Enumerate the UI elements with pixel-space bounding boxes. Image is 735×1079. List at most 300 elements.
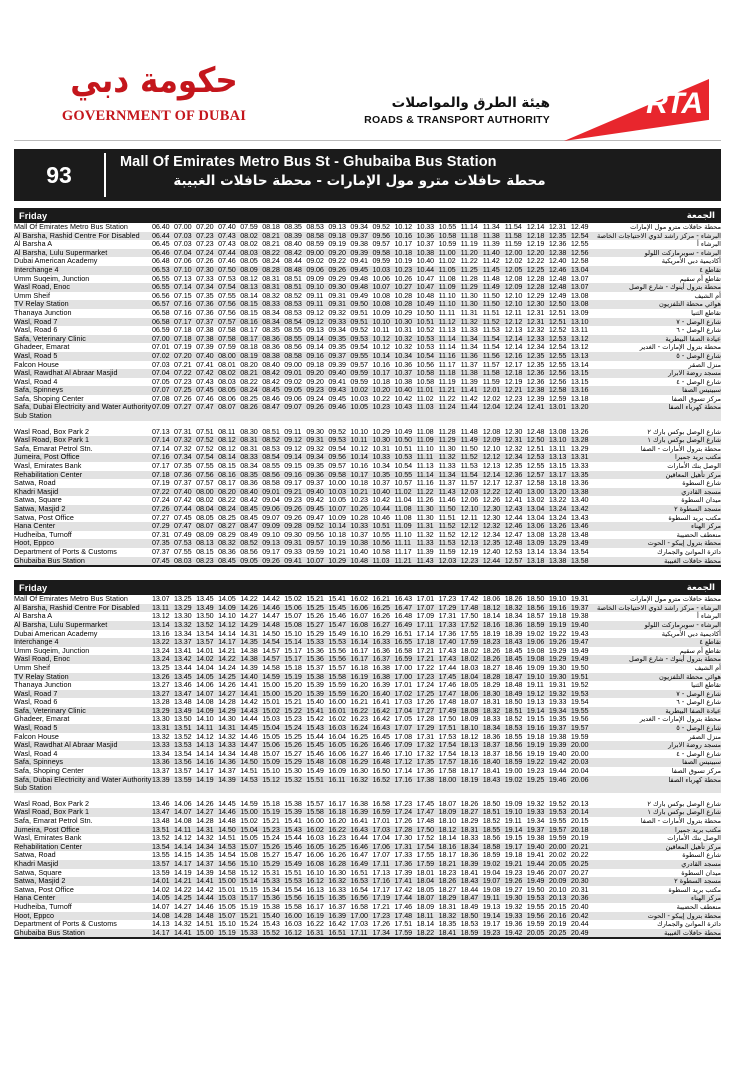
departure-time: 16.20	[350, 688, 368, 698]
departure-time: 13.33	[570, 461, 589, 471]
departure-time: 08.22	[262, 247, 280, 257]
departure-time: 18.22	[416, 927, 435, 937]
departure-time: 15.08	[284, 619, 302, 629]
departure-time: 17.41	[394, 876, 413, 886]
departure-time: 16.20	[328, 816, 346, 825]
departure-time: 14.22	[240, 594, 258, 604]
departure-time: 17.59	[460, 637, 479, 647]
departure-time: 10.17	[372, 368, 390, 378]
departure-time: 13.11	[152, 602, 169, 612]
departure-time: 14.56	[218, 858, 236, 868]
departure-time: 08.29	[218, 529, 236, 539]
stop-name-arabic: شارع الوصل - ٦	[676, 326, 721, 335]
departure-time: 12.30	[526, 299, 545, 309]
stop-name-arabic: محطة بترول أينوك - شارع الوصل	[628, 283, 721, 292]
departure-time: 19.53	[526, 893, 545, 903]
departure-time: 11.52	[460, 452, 478, 462]
departure-time: 14.07	[196, 688, 214, 698]
departure-time: 14.53	[218, 841, 236, 851]
departure-time: 15.40	[262, 910, 280, 920]
departure-time: 16.51	[350, 867, 368, 877]
stop-name-english: Safa, Veterinary Clinic	[14, 333, 86, 343]
departure-time: 16.00	[284, 910, 302, 920]
departure-time: 15.04	[262, 723, 280, 733]
departure-time: 08.22	[218, 495, 236, 505]
departure-time: 07.23	[174, 376, 192, 386]
departure-time: 12.20	[526, 247, 545, 257]
stop-name-english: Hana Center	[14, 521, 56, 531]
departure-time: 12.48	[548, 273, 567, 283]
departure-time: 14.06	[174, 798, 192, 808]
departure-time: 18.23	[482, 637, 501, 647]
departure-time: 12.03	[438, 555, 457, 565]
stop-name-english: Wasl, Road 6	[14, 325, 58, 335]
departure-time: 20.09	[548, 876, 567, 886]
departure-time: 14.17	[218, 637, 236, 647]
departure-time: 18.47	[460, 893, 479, 903]
stop-name-arabic: سبينيس الصفا	[682, 758, 721, 767]
stop-name-arabic: محطة حافلات الغبيبة	[664, 556, 721, 565]
departure-time: 08.35	[240, 469, 258, 479]
departure-time: 17.23	[394, 798, 413, 808]
departure-time: 16.25	[372, 602, 390, 612]
departure-time: 15.07	[240, 841, 258, 851]
departure-time: 07.55	[218, 290, 236, 300]
departure-time: 20.13	[570, 798, 589, 808]
departure-time: 07.56	[218, 307, 236, 317]
departure-time: 07.34	[196, 282, 214, 292]
stop-name-arabic: محطة بترول إيبكو - الحوت	[647, 539, 721, 548]
departure-time: 19.40	[548, 748, 567, 758]
departure-time: 19.44	[526, 858, 545, 868]
departure-time: 10.16	[350, 461, 368, 471]
departure-time: 11.30	[416, 504, 434, 513]
departure-time: 09.13	[262, 538, 280, 548]
departure-time: 10.19	[394, 256, 413, 266]
departure-time: 17.01	[394, 680, 413, 690]
departure-time: 14.15	[174, 850, 192, 860]
departure-time: 14.45	[218, 798, 236, 808]
departure-time: 09.23	[306, 385, 324, 395]
departure-time: 14.10	[196, 714, 214, 724]
departure-time: 12.41	[504, 495, 523, 505]
departure-time: 18.43	[504, 637, 523, 647]
departure-time: 09.35	[328, 333, 346, 343]
stop-name-arabic: مكتب بريد جميرا	[675, 825, 721, 834]
departure-time: 18.34	[504, 611, 523, 621]
departure-time: 10.46	[372, 512, 390, 522]
departure-time: 19.12	[526, 688, 545, 698]
departure-time: 11.32	[460, 316, 478, 326]
departure-time: 13.08	[570, 299, 589, 309]
departure-time: 18.59	[460, 927, 479, 937]
departure-time: 14.59	[240, 798, 258, 808]
departure-time: 08.14	[218, 452, 236, 462]
stop-name-arabic: شارع الوصل - ٧	[676, 317, 721, 326]
departure-time: 17.05	[394, 714, 413, 724]
departure-time: 08.13	[240, 282, 258, 292]
departure-time: 13.56	[174, 757, 192, 767]
departure-time: 08.20	[218, 486, 236, 496]
departure-time: 13.16	[152, 628, 170, 638]
departure-time: 10.08	[372, 299, 390, 309]
departure-time: 13.25	[152, 662, 170, 672]
departure-time: 15.02	[240, 816, 258, 825]
departure-time: 18.44	[460, 884, 479, 894]
departure-time: 20.25	[548, 927, 567, 937]
departure-time: 07.14	[174, 282, 192, 292]
departure-time: 17.38	[416, 774, 435, 784]
departure-time: 17.33	[394, 850, 413, 860]
departure-time: 14.57	[262, 645, 280, 655]
timetables-container	[0, 208, 735, 939]
departure-time: 18.07	[438, 798, 457, 808]
departure-time: 17.28	[416, 714, 435, 724]
departure-time: 18.27	[460, 807, 479, 817]
departure-time: 09.57	[350, 359, 368, 369]
departure-time: 17.14	[394, 766, 413, 776]
departure-time: 09.11	[284, 426, 302, 436]
departure-time: 17.14	[416, 628, 435, 638]
departure-time: 11.17	[438, 359, 456, 369]
departure-time: 07.26	[152, 504, 170, 513]
stop-name-english: Wasl Road, Enoc	[14, 654, 71, 664]
departure-time: 12.50	[548, 299, 567, 309]
departure-time: 15.53	[284, 876, 302, 886]
departure-time: 13.54	[570, 546, 589, 556]
departure-time: 15.10	[262, 766, 280, 776]
departure-time: 18.16	[460, 757, 479, 767]
departure-time: 12.14	[504, 333, 523, 343]
departure-time: 14.08	[152, 910, 170, 920]
departure-time: 15.24	[240, 919, 258, 929]
departure-time: 09.50	[350, 299, 368, 309]
departure-time: 19.02	[482, 858, 501, 868]
departure-time: 16.02	[350, 594, 368, 604]
departure-time: 10.18	[372, 376, 390, 386]
route-title-bar	[14, 149, 721, 201]
departure-time: 08.03	[218, 376, 236, 386]
departure-time: 12.40	[482, 546, 501, 556]
departure-time: 07.35	[174, 461, 192, 471]
departure-time: 15.43	[306, 723, 324, 733]
departure-time: 14.42	[240, 697, 258, 707]
departure-time: 15.59	[328, 688, 346, 698]
departure-time: 13.26	[548, 521, 567, 531]
departure-time: 17.51	[438, 723, 457, 733]
departure-time: 11.03	[372, 555, 390, 565]
stop-name-arabic: تقاطع ٤	[699, 638, 721, 647]
departure-time: 15.10	[284, 628, 302, 638]
departure-time: 19.16	[548, 602, 567, 612]
departure-time: 15.00	[262, 688, 280, 698]
departure-time: 12.21	[504, 385, 523, 395]
departure-time: 13.41	[174, 645, 192, 655]
departure-time: 08.53	[306, 222, 324, 231]
stop-name-arabic: الوصل بنك الأمارات	[667, 462, 721, 471]
departure-time: 11.30	[416, 512, 434, 522]
departure-time: 09.39	[350, 247, 368, 257]
departure-time: 12.36	[526, 368, 545, 378]
departure-time: 20.19	[548, 919, 567, 929]
departure-time: 17.50	[438, 714, 457, 724]
departure-time: 18.09	[438, 807, 457, 817]
departure-time: 18.56	[526, 602, 545, 612]
departure-time: 09.09	[306, 273, 324, 283]
stop-name-english: Satwa, Square	[14, 495, 62, 505]
stop-name-arabic: مسجد روضة الابرار	[668, 369, 721, 378]
departure-time: 11.58	[482, 368, 500, 378]
departure-time: 16.20	[350, 680, 368, 690]
departure-time: 18.10	[460, 723, 479, 733]
departure-time: 15.47	[328, 619, 346, 629]
departure-time: 14.14	[174, 841, 192, 851]
departure-time: 18.12	[460, 731, 479, 741]
departure-time: 20.31	[570, 884, 589, 894]
departure-time: 19.42	[548, 757, 567, 767]
departure-time: 14.46	[262, 602, 280, 612]
departure-time: 09.26	[284, 504, 302, 513]
departure-time: 18.37	[482, 748, 501, 758]
departure-time: 09.26	[328, 264, 346, 274]
departure-time: 20.04	[570, 766, 589, 776]
departure-time: 08.05	[218, 385, 236, 395]
departure-time: 19.55	[548, 816, 567, 825]
departure-time: 11.34	[460, 333, 478, 343]
departure-time: 19.22	[548, 628, 567, 638]
departure-time: 19.16	[526, 723, 545, 733]
departure-time: 14.28	[218, 697, 236, 707]
departure-time: 13.09	[526, 538, 545, 548]
departure-time: 16.28	[328, 858, 346, 868]
departure-time: 15.12	[240, 867, 258, 877]
departure-time: 13.54	[152, 841, 170, 851]
departure-time: 13.36	[570, 478, 589, 488]
departure-time: 14.27	[196, 807, 214, 817]
departure-time: 17.40	[438, 637, 457, 647]
departure-time: 08.16	[218, 469, 236, 479]
departure-time: 17.02	[394, 688, 413, 698]
departure-time: 12.40	[548, 256, 567, 266]
departure-time: 11.54	[504, 222, 522, 231]
departure-time: 16.47	[394, 602, 413, 612]
departure-time: 11.37	[460, 359, 478, 369]
departure-time: 19.55	[570, 705, 589, 715]
departure-time: 18.56	[504, 740, 523, 750]
stop-name-arabic: شارع السطوة	[682, 851, 721, 860]
departure-time: 14.48	[196, 910, 214, 920]
departure-time: 18.45	[504, 654, 523, 664]
departure-time: 12.03	[460, 486, 479, 496]
departure-time: 10.50	[394, 435, 413, 445]
departure-time: 16.17	[350, 654, 368, 664]
stop-name-english: Falcon House	[14, 359, 59, 369]
departure-time: 19.11	[482, 893, 500, 903]
departure-time: 13.24	[152, 645, 170, 655]
departure-time: 17.57	[438, 757, 457, 767]
departure-time: 11.31	[460, 307, 478, 317]
departure-time: 16.37	[372, 654, 390, 664]
departure-time: 11.43	[416, 555, 434, 565]
departure-time: 09.52	[306, 521, 324, 531]
departure-time: 08.52	[240, 538, 258, 548]
stop-name-arabic: شارع الوصل بوكس بارك ٢	[647, 799, 721, 808]
departure-time: 14.40	[240, 671, 258, 681]
departure-time: 11.28	[438, 426, 456, 436]
departure-time: 20.40	[570, 901, 589, 911]
departure-time: 11.12	[438, 316, 456, 326]
departure-time: 15.05	[262, 731, 280, 741]
departure-time: 18.43	[482, 774, 501, 784]
departure-time: 19.38	[570, 611, 589, 621]
departure-time: 13.29	[548, 538, 567, 548]
departure-time: 09.05	[240, 555, 258, 565]
departure-time: 14.07	[174, 807, 192, 817]
departure-time: 13.50	[196, 611, 214, 621]
departure-time: 15.41	[306, 705, 324, 715]
departure-time: 09.32	[328, 307, 346, 317]
departure-time: 18.41	[438, 927, 457, 937]
stop-name-english: Ghadeer, Emarat	[14, 714, 70, 724]
departure-time: 12.25	[526, 264, 545, 274]
departure-time: 16.03	[284, 919, 302, 929]
departure-time: 19.30	[548, 671, 567, 681]
departure-time: 11.50	[482, 299, 500, 309]
departure-time: 09.45	[350, 264, 368, 274]
departure-time: 08.28	[262, 264, 280, 274]
departure-time: 18.32	[438, 910, 457, 920]
departure-time: 17.24	[416, 680, 435, 690]
departure-time: 14.06	[196, 680, 214, 690]
departure-time: 10.18	[394, 247, 413, 257]
departure-time: 19.15	[526, 714, 545, 724]
departure-time: 19.21	[504, 858, 523, 868]
departure-time: 06.53	[152, 264, 170, 274]
departure-time: 11.52	[438, 521, 456, 531]
departure-time: 12.14	[504, 342, 523, 352]
departure-time: 12.54	[570, 230, 589, 240]
departure-time: 07.46	[218, 256, 236, 266]
departure-time: 09.01	[262, 486, 280, 496]
departure-time: 11.29	[438, 435, 456, 445]
departure-time: 13.02	[526, 495, 545, 505]
departure-time: 08.34	[262, 307, 280, 317]
stop-name-arabic: البرشاء أ	[696, 612, 721, 621]
departure-time: 07.58	[218, 333, 236, 343]
departure-time: 10.47	[416, 282, 435, 292]
departure-time: 14.31	[196, 824, 214, 834]
departure-time: 10.02	[350, 385, 368, 395]
departure-time: 16.05	[328, 740, 346, 750]
departure-time: 10.16	[394, 230, 413, 240]
departure-time: 07.35	[196, 290, 214, 300]
departure-time: 14.32	[196, 833, 214, 843]
stop-name-arabic: دائرة الموانئ والجمارك	[657, 547, 721, 556]
departure-time: 08.31	[262, 273, 280, 283]
departure-time: 17.03	[372, 824, 390, 834]
departure-time: 15.57	[328, 662, 346, 672]
departure-time: 12.55	[548, 350, 567, 360]
departure-time: 14.44	[196, 893, 214, 903]
stop-name-arabic: محطة بترول إيبكو - الحوت	[647, 911, 721, 920]
stop-name-arabic: أكاديمية دبي الأمريكية	[661, 257, 721, 266]
departure-time: 13.22	[152, 637, 170, 647]
government-of-dubai-logo	[54, 60, 254, 125]
departure-time: 14.02	[196, 654, 214, 664]
departure-time: 09.30	[306, 426, 324, 436]
departure-time: 18.17	[460, 766, 479, 776]
stop-name-arabic: شارع الوصل - ٧	[676, 689, 721, 698]
departure-time: 13.57	[196, 637, 214, 647]
departure-time: 16.27	[350, 748, 368, 758]
departure-time: 16.44	[350, 833, 368, 843]
departure-time: 12.12	[460, 521, 479, 531]
departure-time: 09.06	[306, 264, 324, 274]
departure-time: 12.18	[526, 230, 545, 240]
departure-time: 07.32	[174, 435, 192, 445]
departure-time: 19.18	[526, 731, 545, 741]
departure-time: 12.31	[548, 222, 567, 231]
departure-time: 08.35	[262, 325, 280, 335]
departure-time: 20.19	[570, 833, 589, 843]
departure-time: 07.32	[174, 443, 192, 453]
departure-time: 14.43	[240, 705, 258, 715]
departure-time: 09.26	[284, 512, 302, 522]
departure-time: 08.02	[240, 239, 258, 249]
departure-time: 10.19	[328, 538, 346, 548]
stop-name-english: Satwa, Masjid 2	[14, 876, 66, 886]
departure-time: 11.42	[482, 256, 500, 266]
departure-time: 15.38	[306, 671, 324, 681]
departure-time: 11.33	[416, 538, 434, 548]
stop-name-arabic: محطة بترول الأمارات - الصفا	[640, 444, 721, 453]
departure-time: 10.37	[372, 478, 390, 488]
departure-time: 11.30	[460, 299, 478, 309]
departure-time: 08.12	[240, 273, 258, 283]
departure-time: 10.52	[416, 325, 435, 335]
departure-time: 09.29	[328, 273, 346, 283]
departure-time: 15.26	[262, 841, 280, 851]
departure-time: 17.55	[416, 850, 435, 860]
departure-time: 09.51	[350, 307, 368, 317]
departure-time: 08.06	[218, 393, 236, 403]
departure-time: 10.53	[416, 333, 435, 343]
departure-time: 11.08	[394, 504, 412, 513]
departure-time: 11.18	[438, 368, 456, 378]
departure-time: 16.23	[328, 833, 346, 843]
departure-time: 11.22	[460, 256, 478, 266]
stop-name-english: Wasl, Road 7	[14, 316, 58, 326]
departure-time: 15.00	[262, 680, 280, 690]
departure-time: 08.33	[262, 299, 280, 309]
departure-time: 17.33	[438, 619, 457, 629]
departure-time: 14.35	[240, 637, 258, 647]
departure-time: 17.23	[438, 594, 457, 604]
departure-time: 10.12	[350, 443, 368, 453]
departure-time: 11.14	[416, 469, 434, 479]
departure-time: 11.52	[482, 316, 500, 326]
departure-time: 07.36	[196, 299, 214, 309]
departure-time: 20.30	[570, 876, 589, 886]
departure-time: 14.26	[218, 680, 236, 690]
departure-time: 17.00	[394, 662, 413, 672]
departure-time: 09.54	[350, 342, 368, 352]
departure-time: 12.46	[504, 521, 523, 531]
departure-time: 16.49	[394, 619, 413, 629]
departure-time: 09.20	[306, 368, 324, 378]
departure-time: 09.14	[306, 333, 324, 343]
departure-time: 10.23	[350, 495, 368, 505]
